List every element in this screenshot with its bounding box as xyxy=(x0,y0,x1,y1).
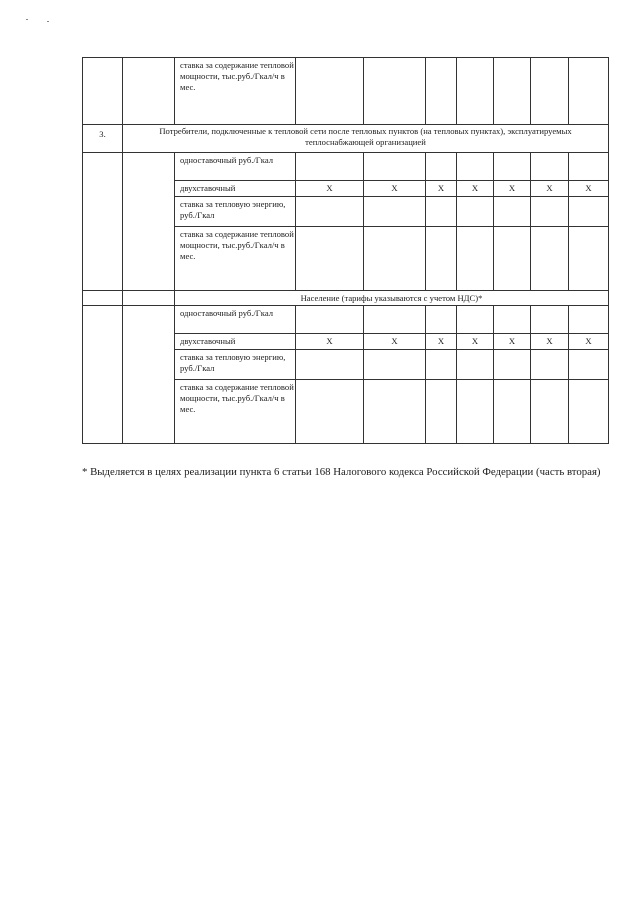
row-label-energy-rate: ставка за тепловую энергию, руб./Гкал xyxy=(175,197,296,227)
row-label-maintenance-rate: ставка за содержание тепловой мощности, тыс.руб./Гкал/ч в мес. xyxy=(175,227,296,291)
x-mark: X xyxy=(531,181,569,197)
scan-speck xyxy=(47,21,49,22)
table-row xyxy=(83,306,609,334)
x-mark: X xyxy=(569,334,609,350)
x-mark: X xyxy=(364,181,426,197)
row-label-two-part: двухставочный xyxy=(175,181,296,197)
table-row xyxy=(83,58,609,125)
row-label-two-part: двухставочный xyxy=(175,334,296,350)
population-header: Население (тарифы указываются с учетом НДС)* xyxy=(175,291,609,306)
x-mark: X xyxy=(364,334,426,350)
section-title: Потребители, подключенные к тепловой сети после тепловых пунктов (на тепловых пунктах), эксплуатируемых теплоснабжающей организацией xyxy=(123,125,609,153)
row-label-energy-rate: ставка за тепловую энергию, руб./Гкал xyxy=(175,350,296,380)
x-mark: X xyxy=(494,181,531,197)
x-mark: X xyxy=(296,334,364,350)
x-mark: X xyxy=(457,334,494,350)
x-mark: X xyxy=(426,181,457,197)
section-number: 3. xyxy=(83,125,123,153)
section-row xyxy=(83,125,609,153)
section-row xyxy=(83,291,609,306)
tariff-table xyxy=(82,57,609,444)
row-label-one-part: одноставочный руб./Гкал xyxy=(175,306,296,334)
row-label-maintenance-rate: ставка за содержание тепловой мощности, тыс.руб./Гкал/ч в мес. xyxy=(175,380,296,444)
row-label-maintenance-rate: ставка за содержание тепловой мощности, тыс.руб./Гкал/ч в мес. xyxy=(175,58,296,125)
row-label-one-part: одноставочный руб./Гкал xyxy=(175,153,296,181)
x-mark: X xyxy=(531,334,569,350)
x-mark: X xyxy=(569,181,609,197)
footnote: * Выделяется в целях реализации пункта 6 статьи 168 Налогового кодекса Российской Федерации (часть вторая) xyxy=(82,466,601,478)
table-row xyxy=(83,153,609,181)
x-mark: X xyxy=(494,334,531,350)
scan-speck xyxy=(26,19,28,20)
x-mark: X xyxy=(296,181,364,197)
x-mark: X xyxy=(457,181,494,197)
x-mark: X xyxy=(426,334,457,350)
